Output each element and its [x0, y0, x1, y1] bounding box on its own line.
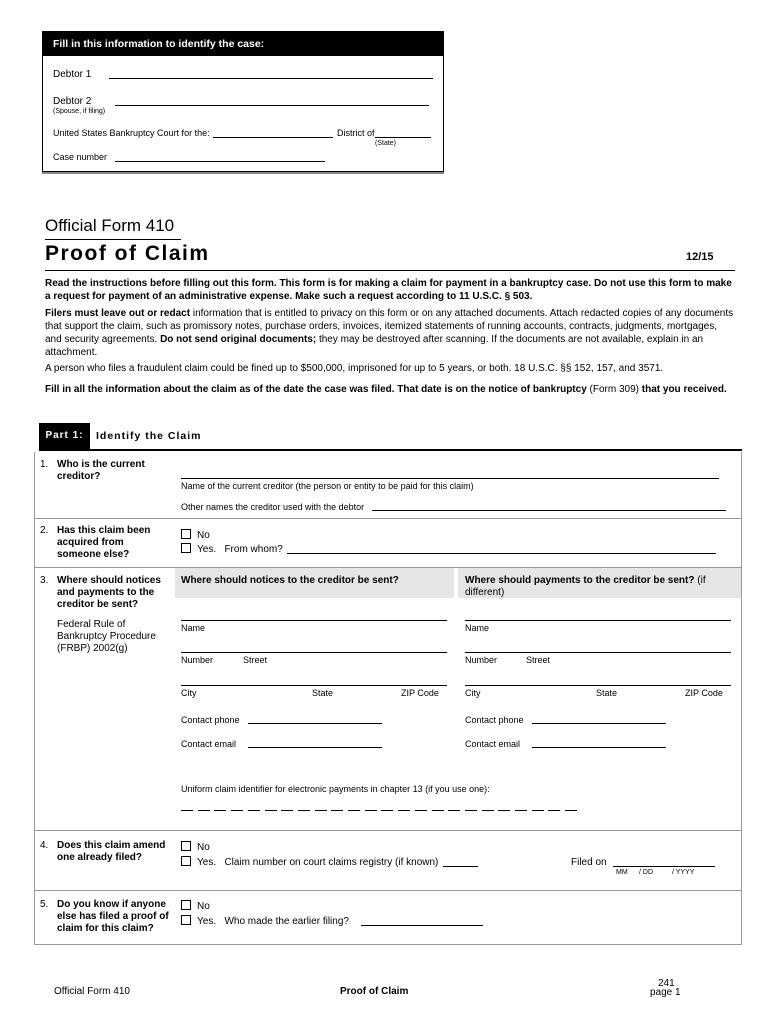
payments-city-field[interactable]	[465, 685, 731, 686]
q1-number: 1.	[40, 459, 49, 470]
payments-name-caption: Name	[465, 623, 490, 633]
q5-yes-checkbox[interactable]	[181, 915, 191, 925]
q2-question: Has this claim been acquired from someone else?	[57, 525, 151, 560]
q2-no-label: No	[197, 530, 210, 541]
uci-char-slot[interactable]	[498, 810, 510, 811]
footer-form-title: Proof of Claim	[340, 986, 409, 997]
notices-phone-label: Contact phone	[181, 715, 240, 725]
instructions-paragraph-1: Read the instructions before filling out this form. This form is for making a claim for payment in a bankruptcy case. Do not use this form to make a request for payment of an administrative expense. Make such a request according to 11 U.S.C. § 503.	[45, 278, 732, 302]
debtor2-sublabel: (Spouse, if filing)	[53, 108, 106, 115]
debtor2-field[interactable]	[115, 105, 429, 106]
filed-on-field[interactable]	[613, 866, 715, 867]
district-field[interactable]	[375, 137, 431, 138]
uci-char-slot[interactable]	[348, 810, 360, 811]
notices-email-label: Contact email	[181, 739, 237, 749]
header-rule	[45, 270, 735, 271]
payments-email-field[interactable]	[532, 747, 666, 748]
notices-state-caption: State	[312, 688, 334, 698]
uci-char-slot[interactable]	[465, 810, 477, 811]
row-divider-4	[34, 890, 742, 891]
q5-yes-label: Yes.	[197, 916, 217, 927]
official-form-label: Official Form 410	[45, 216, 175, 235]
q4-yes-option[interactable]	[181, 856, 438, 868]
q2-no-option[interactable]	[181, 529, 210, 541]
instr2-bold2: Do not send original documents;	[160, 334, 317, 345]
payments-name-field[interactable]	[465, 620, 731, 621]
row-divider-1	[34, 518, 742, 519]
notices-name-caption: Name	[181, 623, 206, 633]
other-names-label: Other names the creditor used with the debtor	[181, 502, 365, 512]
notices-number-caption: Number	[181, 655, 214, 665]
q5-number: 5.	[40, 899, 49, 910]
uci-char-slot[interactable]	[315, 810, 327, 811]
yyyy-caption: / YYYY	[672, 869, 695, 876]
q4-number: 4.	[40, 840, 49, 851]
payments-phone-label: Contact phone	[465, 715, 524, 725]
district-label: District of	[337, 128, 375, 138]
state-sublabel: (State)	[375, 140, 397, 147]
payments-street-caption: Street	[526, 655, 551, 665]
q3-number: 3.	[40, 575, 49, 586]
q4-no-label: No	[197, 842, 210, 853]
payments-email-label: Contact email	[465, 739, 521, 749]
claim-number-field[interactable]	[443, 866, 478, 867]
notices-phone-field[interactable]	[248, 723, 382, 724]
uci-char-slot[interactable]	[515, 810, 527, 811]
q4-no-checkbox[interactable]	[181, 841, 191, 851]
q5-no-option[interactable]	[181, 900, 210, 912]
q5-no-label: No	[197, 901, 210, 912]
notices-street-caption: Street	[243, 655, 268, 665]
q4-no-option[interactable]	[181, 841, 210, 853]
part1-rule	[39, 449, 742, 451]
uci-char-slot[interactable]	[548, 810, 560, 811]
notices-email-field[interactable]	[248, 747, 382, 748]
uci-char-slot[interactable]	[298, 810, 310, 811]
q4-question: Does this claim amend one already filed?	[57, 840, 166, 863]
filed-on-label: Filed on	[571, 857, 607, 868]
uci-char-slot[interactable]	[482, 810, 494, 811]
notices-name-field[interactable]	[181, 620, 447, 621]
uci-char-slot[interactable]	[281, 810, 293, 811]
instr4-mid: (Form 309)	[586, 384, 642, 395]
payments-zip-caption: ZIP Code	[685, 688, 723, 698]
payments-street-field[interactable]	[465, 652, 731, 653]
row-divider-5	[34, 944, 742, 945]
payments-state-caption: State	[596, 688, 618, 698]
title-rule	[45, 239, 181, 240]
q1-question: Who is the current creditor?	[57, 459, 145, 482]
court-field[interactable]	[213, 137, 333, 138]
instr4-bold: Fill in all the information about the claim as of the date the case was filed. That date is on the notice of bankruptcy	[45, 384, 587, 395]
earlier-filer-field[interactable]	[361, 925, 483, 926]
q4-claim-number-label: Claim number on court claims registry (if known)	[224, 857, 439, 868]
notices-column-header: Where should notices to the creditor be sent?	[181, 575, 399, 586]
q4-yes-checkbox[interactable]	[181, 856, 191, 866]
q5-question: Do you know if anyone else has filed a proof of claim for this claim?	[57, 899, 169, 934]
notices-city-field[interactable]	[181, 685, 447, 686]
q3-rule-reference: Federal Rule of Bankruptcy Procedure (FRBP) 2002(g)	[57, 619, 156, 654]
instructions-paragraph-4	[45, 383, 745, 396]
uci-char-slot[interactable]	[381, 810, 393, 811]
debtor2-label: Debtor 2	[53, 96, 92, 107]
case-box-header: Fill in this information to identify the case:	[43, 32, 443, 56]
dd-caption: / DD	[639, 869, 653, 876]
instr2-rest2: they may be destroyed after scanning. If the documents are not available, explain in an attachment.	[45, 334, 704, 358]
part1-title: Identify the Claim	[96, 430, 202, 442]
uci-char-slot[interactable]	[448, 810, 460, 811]
payments-city-caption: City	[465, 688, 481, 698]
q2-number: 2.	[40, 525, 49, 536]
from-whom-field[interactable]	[287, 553, 716, 554]
uci-char-slot[interactable]	[415, 810, 427, 811]
payments-column-header	[465, 575, 735, 599]
q2-yes-label: Yes.	[197, 544, 217, 555]
uci-char-slot[interactable]	[231, 810, 243, 811]
q2-yes-checkbox[interactable]	[181, 543, 191, 553]
payments-number-caption: Number	[465, 655, 498, 665]
table-left-border	[34, 452, 35, 944]
q2-yes-option[interactable]	[181, 543, 283, 555]
row-divider-3	[34, 830, 742, 831]
notices-zip-caption: ZIP Code	[401, 688, 439, 698]
payments-phone-field[interactable]	[532, 723, 666, 724]
uci-char-slot[interactable]	[331, 810, 343, 811]
instr2-rest: information that is entitled to privacy on this form or on any attached documents. Attach redacted copies of any documents that support the claim, such as promissory notes, purchase orders, invoices, itemized statements of running accounts, contracts, judgments, mortgages, and security agreements.	[45, 308, 734, 345]
notices-city-caption: City	[181, 688, 197, 698]
uci-char-slot[interactable]	[532, 810, 544, 811]
case-identification-box	[42, 31, 444, 172]
creditor-name-caption: Name of the current creditor (the person or entity to be paid for this claim)	[181, 481, 474, 491]
creditor-name-field[interactable]	[181, 478, 719, 479]
case-number-label: Case number	[53, 152, 108, 162]
payments-header-bold: Where should payments to the creditor be sent?	[465, 575, 695, 586]
uci-char-slot[interactable]	[181, 810, 193, 811]
other-names-field[interactable]	[372, 510, 726, 511]
q3-question: Where should notices and payments to the creditor be sent?	[57, 575, 161, 610]
debtor1-field[interactable]	[109, 78, 433, 79]
table-right-border	[741, 452, 742, 944]
q5-who-label: Who made the earlier filing?	[224, 916, 349, 927]
uci-label: Uniform claim identifier for electronic payments in chapter 13 (if you use one):	[181, 784, 490, 794]
payments-header-rest: (if different)	[465, 575, 706, 598]
instructions-paragraph-2	[45, 307, 735, 359]
mm-caption: MM	[616, 869, 628, 876]
uci-char-slot[interactable]	[248, 810, 260, 811]
q5-no-checkbox[interactable]	[181, 900, 191, 910]
q2-from-whom-label: From whom?	[224, 544, 283, 555]
q2-no-checkbox[interactable]	[181, 529, 191, 539]
instr2-bold: Filers must leave out or redact	[45, 308, 191, 319]
q4-yes-label: Yes.	[197, 857, 217, 868]
uci-char-slot[interactable]	[265, 810, 277, 811]
uci-char-slot[interactable]	[432, 810, 444, 811]
revision-date: 12/15	[686, 251, 714, 263]
q5-yes-option[interactable]	[181, 915, 349, 927]
page-title: Proof of Claim	[45, 242, 210, 265]
footer-form-name: Official Form 410	[54, 986, 130, 997]
debtor1-label: Debtor 1	[53, 69, 92, 80]
case-number-field[interactable]	[115, 161, 325, 162]
uci-char-slot[interactable]	[365, 810, 377, 811]
instructions-paragraph-3: A person who files a fraudulent claim could be fined up to $500,000, imprisoned for up to 5 years, or both. 18 U.S.C. §§ 152, 157, and 3571.	[45, 363, 664, 374]
uci-char-slot[interactable]	[198, 810, 210, 811]
court-label: United States Bankruptcy Court for the:	[53, 128, 210, 138]
instr4-end: that you received.	[641, 384, 727, 395]
footer-page-number: page 1	[650, 987, 681, 998]
part1-label: Part 1:	[39, 423, 90, 449]
notices-street-field[interactable]	[181, 652, 447, 653]
uci-char-slot[interactable]	[214, 810, 226, 811]
uci-char-slot[interactable]	[398, 810, 410, 811]
uci-char-slot[interactable]	[565, 810, 577, 811]
footer-page-id: 241	[658, 978, 675, 989]
